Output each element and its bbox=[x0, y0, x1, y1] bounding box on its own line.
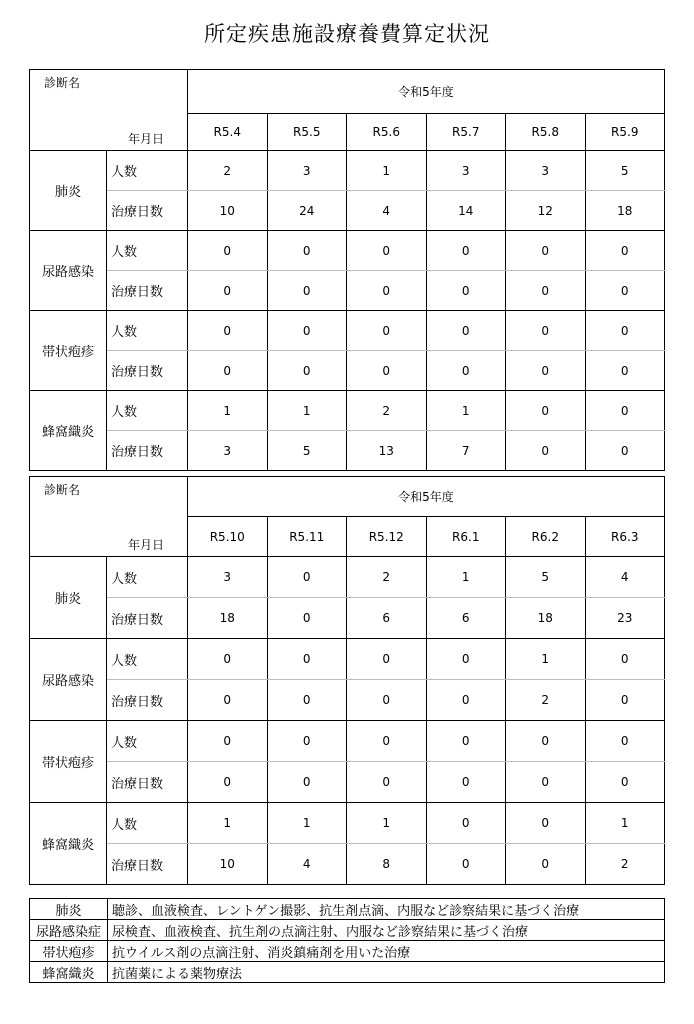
month-header: R5.12 bbox=[347, 517, 427, 557]
days-cell: 18 bbox=[506, 598, 586, 639]
month-header: R5.4 bbox=[188, 114, 268, 151]
legend-treatment-desc: 抗ウイルス剤の点滴注射、消炎鎮痛剤を用いた治療 bbox=[108, 941, 665, 962]
count-cell: 5 bbox=[506, 557, 586, 598]
count-cell: 0 bbox=[188, 311, 268, 351]
treatment-legend-table bbox=[29, 898, 665, 983]
disease-name: 尿路感染 bbox=[30, 639, 107, 721]
count-cell: 0 bbox=[426, 721, 506, 762]
count-cell: 0 bbox=[188, 639, 268, 680]
days-cell: 6 bbox=[426, 598, 506, 639]
month-header: R5.7 bbox=[426, 114, 506, 151]
days-cell: 0 bbox=[506, 351, 586, 391]
days-cell: 18 bbox=[188, 598, 268, 639]
count-cell: 1 bbox=[426, 557, 506, 598]
days-cell: 13 bbox=[347, 431, 427, 471]
metric-label-count: 人数 bbox=[107, 391, 188, 431]
days-cell: 0 bbox=[506, 762, 586, 803]
disease-name: 蜂窩織炎 bbox=[30, 803, 107, 885]
days-cell: 18 bbox=[585, 191, 665, 231]
days-cell: 0 bbox=[267, 762, 347, 803]
days-cell: 0 bbox=[585, 271, 665, 311]
legend-disease-name: 肺炎 bbox=[30, 899, 108, 920]
days-cell: 0 bbox=[585, 762, 665, 803]
days-cell: 10 bbox=[188, 844, 268, 885]
count-cell: 0 bbox=[347, 231, 427, 271]
count-cell: 0 bbox=[585, 231, 665, 271]
count-cell: 2 bbox=[347, 557, 427, 598]
disease-name: 帯状疱疹 bbox=[30, 721, 107, 803]
month-header: R5.6 bbox=[347, 114, 427, 151]
count-cell: 0 bbox=[506, 803, 586, 844]
metric-label-count: 人数 bbox=[107, 639, 188, 680]
count-cell: 0 bbox=[347, 721, 427, 762]
days-cell: 0 bbox=[347, 351, 427, 391]
days-cell: 0 bbox=[267, 680, 347, 721]
days-cell: 0 bbox=[506, 271, 586, 311]
count-cell: 0 bbox=[506, 721, 586, 762]
count-cell: 0 bbox=[426, 803, 506, 844]
count-cell: 1 bbox=[506, 639, 586, 680]
count-cell: 0 bbox=[267, 311, 347, 351]
days-cell: 0 bbox=[347, 680, 427, 721]
care-fee-table-2 bbox=[29, 476, 665, 885]
days-cell: 0 bbox=[267, 598, 347, 639]
days-cell: 0 bbox=[347, 762, 427, 803]
count-cell: 0 bbox=[506, 231, 586, 271]
count-cell: 0 bbox=[585, 311, 665, 351]
month-header: R5.8 bbox=[506, 114, 586, 151]
count-cell: 0 bbox=[267, 721, 347, 762]
legend-treatment-desc: 聴診、血液検査、レントゲン撮影、抗生剤点滴、内服など診察結果に基づく治療 bbox=[108, 899, 665, 920]
date-header: 年月日 bbox=[128, 538, 165, 552]
days-cell: 0 bbox=[426, 271, 506, 311]
disease-name: 肺炎 bbox=[30, 557, 107, 639]
days-cell: 0 bbox=[506, 844, 586, 885]
days-cell: 3 bbox=[188, 431, 268, 471]
metric-label-count: 人数 bbox=[107, 311, 188, 351]
days-cell: 0 bbox=[426, 351, 506, 391]
count-cell: 3 bbox=[267, 151, 347, 191]
metric-label-days: 治療日数 bbox=[107, 191, 188, 231]
days-cell: 0 bbox=[188, 680, 268, 721]
metric-label-days: 治療日数 bbox=[107, 598, 188, 639]
count-cell: 0 bbox=[267, 639, 347, 680]
days-cell: 0 bbox=[188, 271, 268, 311]
days-cell: 0 bbox=[426, 680, 506, 721]
days-cell: 8 bbox=[347, 844, 427, 885]
count-cell: 3 bbox=[506, 151, 586, 191]
days-cell: 4 bbox=[267, 844, 347, 885]
metric-label-days: 治療日数 bbox=[107, 431, 188, 471]
month-header: R5.5 bbox=[267, 114, 347, 151]
count-cell: 1 bbox=[267, 391, 347, 431]
days-cell: 14 bbox=[426, 191, 506, 231]
legend-disease-name: 尿路感染症 bbox=[30, 920, 108, 941]
header-corner bbox=[30, 477, 188, 557]
days-cell: 0 bbox=[347, 271, 427, 311]
count-cell: 0 bbox=[347, 639, 427, 680]
metric-label-count: 人数 bbox=[107, 557, 188, 598]
days-cell: 0 bbox=[426, 762, 506, 803]
count-cell: 1 bbox=[267, 803, 347, 844]
count-cell: 3 bbox=[188, 557, 268, 598]
count-cell: 5 bbox=[585, 151, 665, 191]
count-cell: 0 bbox=[426, 639, 506, 680]
count-cell: 0 bbox=[585, 721, 665, 762]
count-cell: 3 bbox=[426, 151, 506, 191]
metric-label-count: 人数 bbox=[107, 721, 188, 762]
metric-label-count: 人数 bbox=[107, 151, 188, 191]
metric-label-days: 治療日数 bbox=[107, 680, 188, 721]
count-cell: 0 bbox=[188, 721, 268, 762]
count-cell: 4 bbox=[585, 557, 665, 598]
days-cell: 24 bbox=[267, 191, 347, 231]
days-cell: 0 bbox=[585, 680, 665, 721]
disease-name: 帯状疱疹 bbox=[30, 311, 107, 391]
count-cell: 0 bbox=[347, 311, 427, 351]
days-cell: 12 bbox=[506, 191, 586, 231]
count-cell: 0 bbox=[585, 639, 665, 680]
count-cell: 2 bbox=[347, 391, 427, 431]
header-corner bbox=[30, 70, 188, 151]
month-header: R6.2 bbox=[506, 517, 586, 557]
care-fee-table-1 bbox=[29, 69, 665, 471]
count-cell: 2 bbox=[188, 151, 268, 191]
metric-label-count: 人数 bbox=[107, 231, 188, 271]
days-cell: 0 bbox=[188, 351, 268, 391]
count-cell: 1 bbox=[188, 803, 268, 844]
count-cell: 0 bbox=[426, 231, 506, 271]
date-header: 年月日 bbox=[128, 132, 165, 146]
disease-name: 蜂窩織炎 bbox=[30, 391, 107, 471]
month-header: R6.1 bbox=[426, 517, 506, 557]
month-header: R6.3 bbox=[585, 517, 665, 557]
count-cell: 0 bbox=[585, 391, 665, 431]
disease-name: 尿路感染 bbox=[30, 231, 107, 311]
days-cell: 4 bbox=[347, 191, 427, 231]
legend-disease-name: 蜂窩織炎 bbox=[30, 962, 108, 983]
month-header: R5.9 bbox=[585, 114, 665, 151]
count-cell: 0 bbox=[426, 311, 506, 351]
count-cell: 0 bbox=[506, 311, 586, 351]
days-cell: 23 bbox=[585, 598, 665, 639]
page-title: 所定疾患施設療養費算定状況 bbox=[204, 22, 490, 46]
count-cell: 0 bbox=[267, 557, 347, 598]
days-cell: 0 bbox=[188, 762, 268, 803]
legend-treatment-desc: 抗菌薬による薬物療法 bbox=[108, 962, 665, 983]
days-cell: 6 bbox=[347, 598, 427, 639]
count-cell: 1 bbox=[347, 151, 427, 191]
count-cell: 0 bbox=[267, 231, 347, 271]
metric-label-days: 治療日数 bbox=[107, 762, 188, 803]
days-cell: 2 bbox=[585, 844, 665, 885]
metric-label-days: 治療日数 bbox=[107, 844, 188, 885]
month-header: R5.11 bbox=[267, 517, 347, 557]
count-cell: 1 bbox=[188, 391, 268, 431]
legend-treatment-desc: 尿検査、血液検査、抗生剤の点滴注射、内服など診察結果に基づく治療 bbox=[108, 920, 665, 941]
days-cell: 2 bbox=[506, 680, 586, 721]
count-cell: 1 bbox=[585, 803, 665, 844]
days-cell: 0 bbox=[426, 844, 506, 885]
count-cell: 1 bbox=[426, 391, 506, 431]
days-cell: 0 bbox=[267, 351, 347, 391]
days-cell: 0 bbox=[585, 351, 665, 391]
diagnosis-header: 診断名 bbox=[44, 483, 81, 497]
days-cell: 0 bbox=[267, 271, 347, 311]
fiscal-year-header: 令和5年度 bbox=[188, 70, 665, 114]
metric-label-count: 人数 bbox=[107, 803, 188, 844]
days-cell: 0 bbox=[506, 431, 586, 471]
month-header: R5.10 bbox=[188, 517, 268, 557]
days-cell: 10 bbox=[188, 191, 268, 231]
fiscal-year-header: 令和5年度 bbox=[188, 477, 665, 517]
count-cell: 0 bbox=[188, 231, 268, 271]
diagnosis-header: 診断名 bbox=[44, 76, 81, 90]
days-cell: 7 bbox=[426, 431, 506, 471]
count-cell: 0 bbox=[506, 391, 586, 431]
days-cell: 0 bbox=[585, 431, 665, 471]
legend-disease-name: 帯状疱疹 bbox=[30, 941, 108, 962]
metric-label-days: 治療日数 bbox=[107, 351, 188, 391]
disease-name: 肺炎 bbox=[30, 151, 107, 231]
metric-label-days: 治療日数 bbox=[107, 271, 188, 311]
days-cell: 5 bbox=[267, 431, 347, 471]
count-cell: 1 bbox=[347, 803, 427, 844]
